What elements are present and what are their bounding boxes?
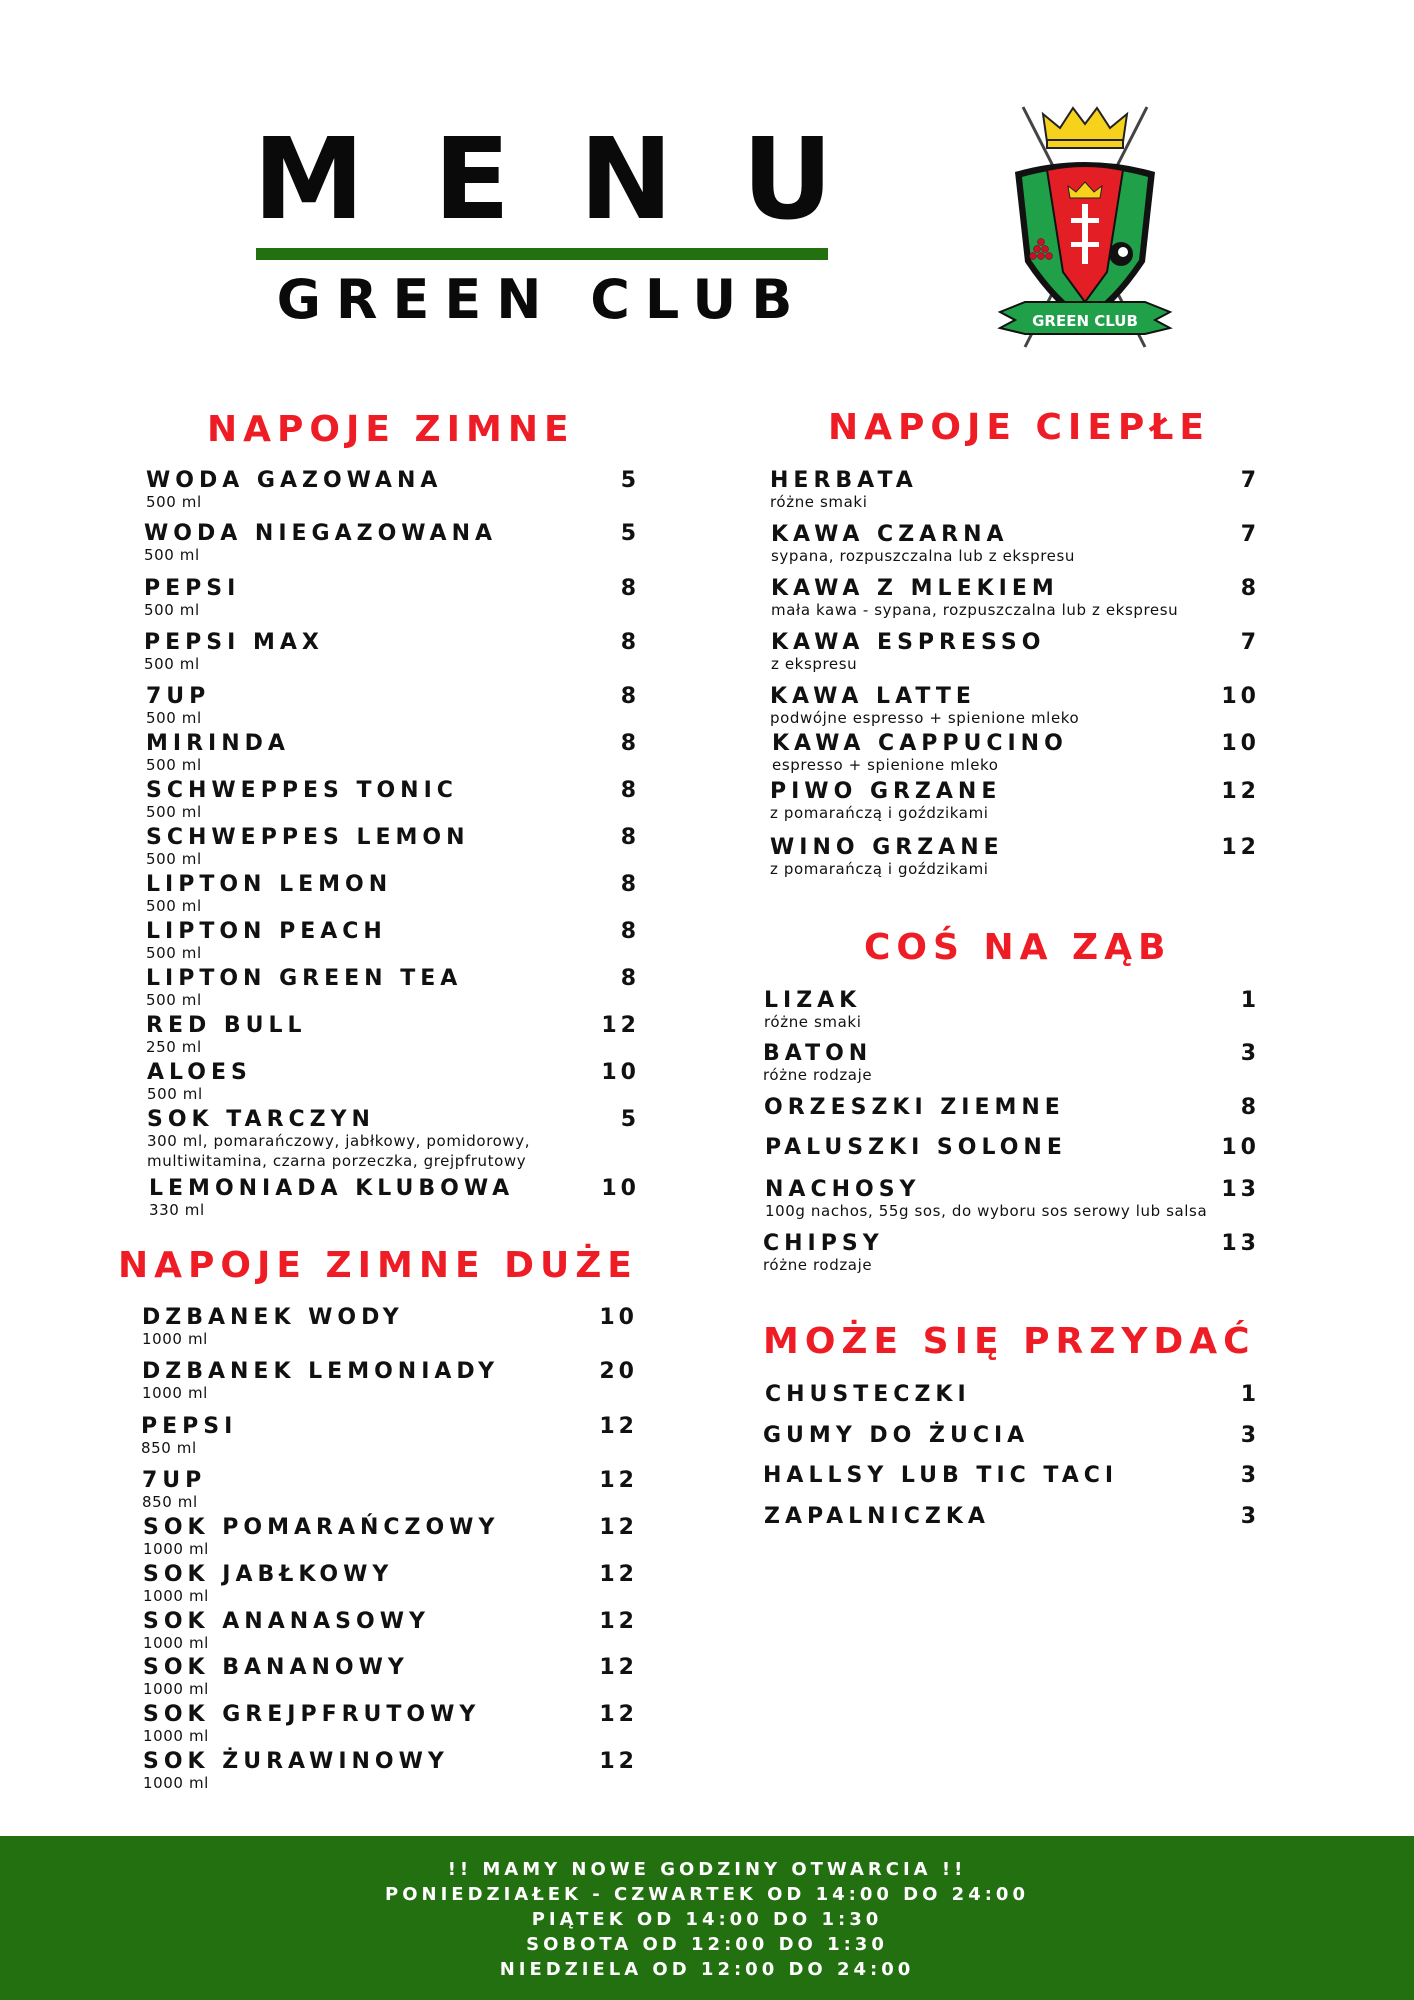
item-name: MIRINDA — [146, 731, 290, 756]
item-price: 12 — [1221, 835, 1260, 860]
menu-item — [146, 872, 640, 916]
item-name: DZBANEK LEMONIADY — [142, 1359, 500, 1384]
menu-item — [765, 1177, 1260, 1221]
item-name: ZAPALNICZKA — [764, 1504, 990, 1529]
item-price: 7 — [1240, 468, 1260, 493]
item-name: SOK ŻURAWINOWY — [143, 1749, 449, 1774]
item-name: ALOES — [147, 1060, 252, 1085]
item-price: 12 — [599, 1468, 638, 1493]
menu-item — [142, 1359, 638, 1403]
item-name: LIPTON GREEN TEA — [146, 966, 463, 991]
item-name: SCHWEPPES TONIC — [146, 778, 458, 803]
item-name: LIZAK — [764, 988, 862, 1013]
item-name: SOK ANANASOWY — [143, 1609, 430, 1634]
item-name: PALUSZKI SOLONE — [765, 1135, 1067, 1160]
menu-item — [144, 630, 640, 674]
item-desc: 500 ml — [146, 991, 202, 1009]
item-price: 12 — [599, 1515, 638, 1540]
section-title-napoje-zimne-duze: NAPOJE ZIMNE DUŻE — [118, 1245, 638, 1286]
item-name: SCHWEPPES LEMON — [146, 825, 470, 850]
item-name: CHIPSY — [763, 1231, 884, 1256]
item-name: DZBANEK WODY — [142, 1305, 404, 1330]
menu-item — [764, 1095, 1260, 1125]
item-price: 3 — [1240, 1041, 1260, 1066]
menu-item — [147, 1107, 640, 1175]
item-price: 10 — [599, 1305, 638, 1330]
item-desc: 1000 ml — [143, 1587, 209, 1605]
item-name: KAWA ESPRESSO — [771, 630, 1046, 655]
item-price: 12 — [599, 1562, 638, 1587]
item-desc: 500 ml — [146, 756, 202, 774]
menu-item — [772, 731, 1260, 775]
menu-item — [770, 779, 1260, 823]
item-price: 5 — [620, 1107, 640, 1132]
item-price: 10 — [1221, 684, 1260, 709]
menu-item — [765, 1135, 1260, 1165]
item-name: BATON — [763, 1041, 873, 1066]
club-name: GREEN CLUB — [276, 268, 808, 331]
item-price: 20 — [599, 1359, 638, 1384]
item-desc: 1000 ml — [143, 1774, 209, 1792]
section-title-napoje-zimne: NAPOJE ZIMNE — [207, 409, 575, 450]
menu-item — [143, 1749, 638, 1793]
item-desc: 1000 ml — [142, 1330, 208, 1348]
menu-item — [146, 468, 640, 512]
item-desc: 500 ml — [146, 850, 202, 868]
menu-item — [146, 684, 640, 728]
item-price: 7 — [1240, 522, 1260, 547]
item-desc: 1000 ml — [142, 1384, 208, 1402]
item-name: 7UP — [146, 684, 211, 709]
opening-hours-footer — [0, 1836, 1414, 2000]
item-name: KAWA Z MLEKIEM — [771, 576, 1059, 601]
crown-icon — [1043, 108, 1127, 148]
item-price: 12 — [599, 1414, 638, 1439]
section-title-napoje-cieple: NAPOJE CIEPŁE — [828, 407, 1210, 448]
item-desc: 500 ml — [146, 944, 202, 962]
section-title-cos-na-zab: COŚ NA ZĄB — [864, 927, 1172, 968]
menu-item — [146, 1013, 640, 1057]
item-desc: 500 ml — [147, 1085, 203, 1103]
item-desc: 500 ml — [146, 709, 202, 727]
menu-item — [149, 1176, 640, 1220]
item-name: PEPSI — [144, 576, 241, 601]
item-price: 12 — [599, 1655, 638, 1680]
item-desc: 500 ml — [144, 655, 200, 673]
item-desc: 1000 ml — [143, 1540, 209, 1558]
menu-item — [763, 1463, 1260, 1493]
item-name: GUMY DO ŻUCIA — [763, 1423, 1030, 1448]
item-desc: 500 ml — [146, 803, 202, 821]
item-desc: 250 ml — [146, 1038, 202, 1056]
item-price: 12 — [599, 1702, 638, 1727]
item-name: SOK JABŁKOWY — [143, 1562, 394, 1587]
item-desc: espresso + spienione mleko — [772, 756, 999, 774]
item-price: 8 — [620, 825, 640, 850]
item-price: 10 — [1221, 731, 1260, 756]
menu-item — [143, 1562, 638, 1606]
menu-item — [146, 778, 640, 822]
item-price: 12 — [1221, 779, 1260, 804]
menu-item — [146, 919, 640, 963]
menu-item — [763, 1041, 1260, 1085]
item-desc: podwójne espresso + spienione mleko — [770, 709, 1080, 727]
item-price: 8 — [620, 630, 640, 655]
item-price: 3 — [1240, 1504, 1260, 1529]
item-desc: różne rodzaje — [763, 1256, 873, 1274]
footer-headline: !! MAMY NOWE GODZINY OTWARCIA !! — [447, 1859, 967, 1880]
footer-hours-line: SOBOTA OD 12:00 DO 1:30 — [526, 1934, 888, 1955]
item-price: 8 — [620, 966, 640, 991]
item-name: LEMONIADA KLUBOWA — [149, 1176, 515, 1201]
item-price: 1 — [1240, 1382, 1260, 1407]
item-price: 8 — [1240, 1095, 1260, 1120]
item-desc: różne smaki — [764, 1013, 862, 1031]
item-price: 13 — [1221, 1177, 1260, 1202]
item-name: WODA NIEGAZOWANA — [144, 521, 498, 546]
menu-item — [144, 521, 640, 565]
item-price: 5 — [620, 468, 640, 493]
item-name: HALLSY LUB TIC TACI — [763, 1463, 1119, 1488]
menu-item — [142, 1468, 638, 1512]
item-price: 8 — [620, 684, 640, 709]
item-price: 8 — [620, 576, 640, 601]
item-desc: z pomarańczą i goździkami — [770, 860, 989, 878]
item-desc: 850 ml — [142, 1493, 198, 1511]
item-desc: 300 ml, pomarańczowy, jabłkowy, pomidorowy, multiwitamina, czarna porzeczka, grejpfrutowy — [147, 1132, 531, 1170]
item-name: WINO GRZANE — [770, 835, 1004, 860]
item-desc: 330 ml — [149, 1201, 205, 1219]
item-name: KAWA CZARNA — [771, 522, 1009, 547]
menu-item — [147, 1060, 640, 1104]
item-name: CHUSTECZKI — [765, 1382, 971, 1407]
menu-item — [770, 835, 1260, 879]
menu-item — [770, 468, 1260, 512]
menu-item — [763, 1231, 1260, 1275]
item-price: 1 — [1240, 988, 1260, 1013]
menu-item — [141, 1414, 638, 1458]
menu-item — [763, 1423, 1260, 1453]
club-logo — [995, 102, 1175, 352]
item-desc: 1000 ml — [143, 1727, 209, 1745]
item-price: 7 — [1240, 630, 1260, 655]
item-name: 7UP — [142, 1468, 207, 1493]
menu-title — [253, 115, 833, 245]
item-desc: 1000 ml — [143, 1634, 209, 1652]
item-desc: z pomarańczą i goździkami — [770, 804, 989, 822]
section-title-moze-sie-przydac: MOŻE SIĘ PRZYDAĆ — [763, 1321, 1256, 1362]
item-name: ORZESZKI ZIEMNE — [764, 1095, 1065, 1120]
item-price: 8 — [620, 731, 640, 756]
item-desc: 500 ml — [144, 546, 200, 564]
item-price: 8 — [620, 872, 640, 897]
footer-hours-line: PONIEDZIAŁEK - CZWARTEK OD 14:00 DO 24:00 — [385, 1884, 1029, 1905]
item-price: 13 — [1221, 1231, 1260, 1256]
menu-title-letter: U — [742, 115, 833, 245]
item-name: KAWA LATTE — [770, 684, 976, 709]
menu-item — [764, 988, 1260, 1032]
item-name: SOK BANANOWY — [143, 1655, 409, 1680]
item-name: WODA GAZOWANA — [146, 468, 443, 493]
title-underline — [256, 248, 828, 260]
item-name: PEPSI MAX — [144, 630, 324, 655]
item-name: LIPTON LEMON — [146, 872, 393, 897]
item-desc: 100g nachos, 55g sos, do wyboru sos serowy lub salsa — [765, 1202, 1208, 1220]
item-price: 12 — [599, 1749, 638, 1774]
item-price: 5 — [620, 521, 640, 546]
menu-item — [142, 1305, 638, 1349]
item-price: 10 — [1221, 1135, 1260, 1160]
menu-item — [143, 1515, 638, 1559]
eight-ball-icon — [1109, 242, 1133, 266]
footer-hours-line: PIĄTEK OD 14:00 DO 1:30 — [531, 1909, 883, 1930]
menu-title-letter: N — [579, 115, 673, 245]
menu-item — [770, 684, 1260, 728]
item-desc: mała kawa - sypana, rozpuszczalna lub z ekspresu — [771, 601, 1179, 619]
menu-item — [144, 576, 640, 620]
menu-item — [771, 576, 1260, 620]
menu-item — [771, 630, 1260, 674]
item-price: 8 — [620, 778, 640, 803]
menu-title-letter: E — [433, 115, 511, 245]
item-price: 8 — [620, 919, 640, 944]
item-price: 3 — [1240, 1423, 1260, 1448]
item-desc: 500 ml — [146, 493, 202, 511]
menu-item — [143, 1655, 638, 1699]
menu-item — [771, 522, 1260, 566]
item-name: SOK TARCZYN — [147, 1107, 375, 1132]
item-price: 3 — [1240, 1463, 1260, 1488]
item-desc: różne smaki — [770, 493, 868, 511]
item-price: 10 — [601, 1060, 640, 1085]
menu-item — [146, 731, 640, 775]
menu-item — [764, 1504, 1260, 1534]
footer-hours-line: NIEDZIELA OD 12:00 DO 24:00 — [499, 1959, 915, 1980]
item-desc: różne rodzaje — [763, 1066, 873, 1084]
item-desc: z ekspresu — [771, 655, 858, 673]
item-name: SOK GREJPFRUTOWY — [143, 1702, 481, 1727]
item-price: 10 — [601, 1176, 640, 1201]
item-name: KAWA CAPPUCINO — [772, 731, 1068, 756]
logo-text: GREEN CLUB — [1032, 312, 1138, 330]
item-name: RED BULL — [146, 1013, 307, 1038]
menu-item — [143, 1609, 638, 1653]
item-price: 8 — [1240, 576, 1260, 601]
menu-title-letter: M — [253, 115, 365, 245]
item-name: PEPSI — [141, 1414, 238, 1439]
menu-item — [146, 825, 640, 869]
item-desc: 850 ml — [141, 1439, 197, 1457]
item-price: 12 — [599, 1609, 638, 1634]
menu-item — [143, 1702, 638, 1746]
item-name: HERBATA — [770, 468, 918, 493]
item-name: PIWO GRZANE — [770, 779, 1002, 804]
item-desc: sypana, rozpuszczalna lub z ekspresu — [771, 547, 1076, 565]
menu-item — [765, 1382, 1260, 1412]
item-desc: 500 ml — [146, 897, 202, 915]
item-name: NACHOSY — [765, 1177, 921, 1202]
item-desc: 1000 ml — [143, 1680, 209, 1698]
menu-item — [146, 966, 640, 1010]
item-desc: 500 ml — [144, 601, 200, 619]
item-name: LIPTON PEACH — [146, 919, 387, 944]
item-price: 12 — [601, 1013, 640, 1038]
item-name: SOK POMARAŃCZOWY — [143, 1515, 500, 1540]
